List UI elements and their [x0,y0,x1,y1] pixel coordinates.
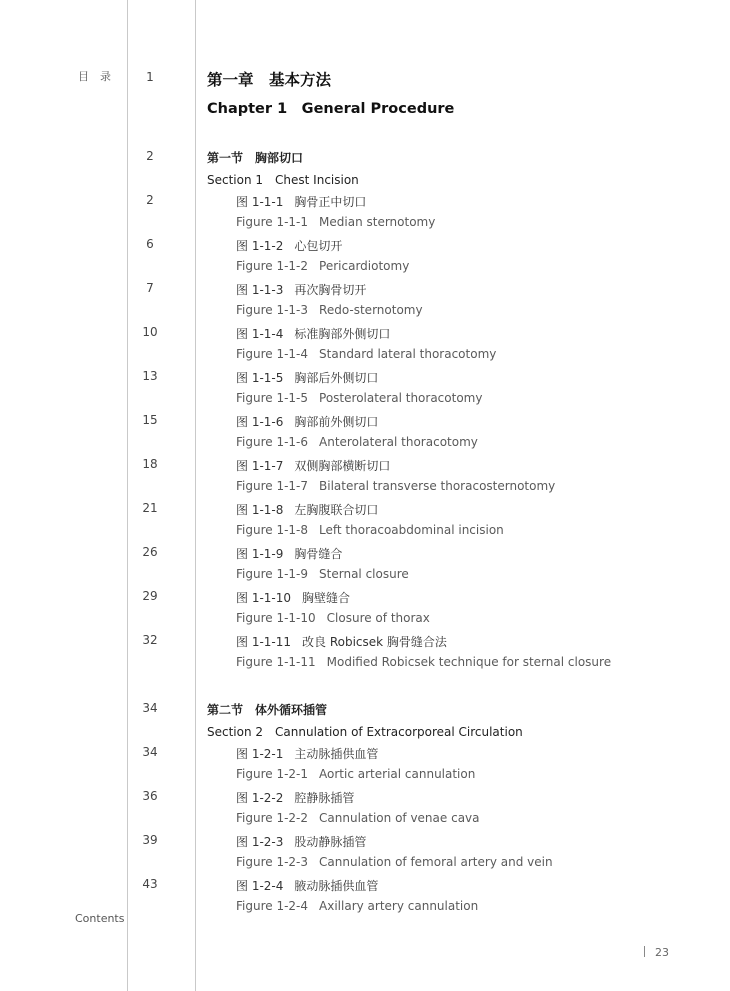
figure-title-cn [236,457,390,474]
figure-title-cn [236,633,447,650]
figure-page-number: 34 [142,745,158,759]
figure-caption-en: Aortic arterial cannulation [319,767,476,781]
figure-title-cn [236,193,366,210]
figure-label-en: Figure 1-1-8 [236,523,309,537]
figure-row-en[interactable] [0,479,730,499]
figure-label-cn: 图 1-2-4 [236,879,284,893]
figure-row-en[interactable] [0,611,730,631]
figure-caption-cn: 主动脉插供血管 [294,747,379,761]
figure-label-en: Figure 1-1-5 [236,391,309,405]
section-page-number: 34 [142,701,158,715]
figure-row-en[interactable] [0,259,730,279]
figure-caption-cn: 心包切开 [294,239,343,253]
figure-title-cn [236,501,378,518]
figure-row-cn[interactable] [0,369,730,389]
sidebar-label-toc: 目 录 [78,70,111,83]
chapter-row-en[interactable] [0,97,730,117]
figure-caption-en: Standard lateral thoracotomy [319,347,497,361]
figure-page-number: 43 [142,877,158,891]
figure-caption-en: Bilateral transverse thoracosternotomy [319,479,556,493]
figure-row-en[interactable] [0,347,730,367]
section-title-cn: 第二节 体外循环插管 [207,703,328,717]
figure-label-cn: 图 1-2-3 [236,835,284,849]
figure-row-cn[interactable] [0,877,730,897]
section-title-en: Section 1 Chest Incision [207,173,359,187]
figure-page-number: 6 [146,237,154,251]
figure-row-cn[interactable] [0,745,730,765]
figure-caption-cn: 腋动脉插供血管 [294,879,379,893]
chapter-title-en: Chapter 1 General Procedure [207,101,455,117]
figure-caption-cn: 胸壁缝合 [302,591,351,605]
figure-title-en [236,435,478,449]
figure-caption-cn: 股动静脉插管 [294,835,367,849]
figure-row-en[interactable] [0,811,730,831]
section-page-number: 2 [146,149,154,163]
figure-label-cn: 图 1-1-10 [236,591,292,605]
figure-title-en [236,479,555,493]
figure-title-cn [236,789,354,806]
figure-page-number: 29 [142,589,158,603]
chapter-title-cn: 第一章 基本方法 [207,71,332,89]
figure-caption-cn: 胸骨正中切口 [294,195,367,209]
figure-row-cn[interactable] [0,237,730,257]
figure-label-en: Figure 1-2-3 [236,855,309,869]
figure-title-en [236,523,504,537]
figure-label-cn: 图 1-1-9 [236,547,284,561]
figure-title-en [236,855,553,869]
figure-caption-en: Modified Robicsek technique for sternal closure [326,655,612,669]
page-number-divider [644,946,645,957]
figure-page-number: 26 [142,545,158,559]
figure-label-en: Figure 1-1-2 [236,259,309,273]
figure-title-en [236,391,482,405]
figure-title-cn [236,413,378,430]
figure-row-en[interactable] [0,523,730,543]
figure-page-number: 36 [142,789,158,803]
footer-page-number [644,946,669,959]
figure-row-cn[interactable] [0,193,730,213]
figure-title-en [236,899,478,913]
section-row-en[interactable] [0,171,730,191]
figure-label-en: Figure 1-1-6 [236,435,309,449]
figure-label-cn: 图 1-1-6 [236,415,284,429]
figure-caption-en: Axillary artery cannulation [319,899,479,913]
figure-label-cn: 图 1-1-4 [236,327,284,341]
figure-row-cn[interactable] [0,589,730,609]
figure-row-cn[interactable] [0,501,730,521]
figure-caption-en: Redo-sternotomy [319,303,423,317]
figure-caption-cn: 标准胸部外侧切口 [294,327,391,341]
figure-label-cn: 图 1-1-1 [236,195,284,209]
figure-title-cn [236,237,342,254]
figure-page-number: 10 [142,325,158,339]
figure-label-en: Figure 1-2-1 [236,767,309,781]
figure-title-en [236,259,409,273]
figure-title-cn [236,369,378,386]
figure-caption-cn: 胸部后外侧切口 [294,371,379,385]
figure-row-cn[interactable] [0,413,730,433]
section-title-en: Section 2 Cannulation of Extracorporeal Circulation [207,725,523,739]
figure-label-cn: 图 1-1-2 [236,239,284,253]
figure-title-cn [236,545,342,562]
figure-row-cn[interactable] [0,633,730,653]
figure-caption-en: Left thoracoabdominal incision [319,523,504,537]
sidebar-label-contents: Contents [75,912,125,925]
figure-page-number: 15 [142,413,158,427]
figure-title-en [236,611,430,625]
figure-page-number: 18 [142,457,158,471]
figure-title-cn [236,281,366,298]
figure-label-cn: 图 1-1-5 [236,371,284,385]
figure-label-en: Figure 1-1-11 [236,655,316,669]
figure-label-cn: 图 1-2-1 [236,747,284,761]
figure-row-en[interactable] [0,855,730,875]
figure-caption-cn: 左胸腹联合切口 [294,503,379,517]
figure-caption-cn: 双侧胸部横断切口 [294,459,391,473]
figure-caption-cn: 胸骨缝合 [294,547,343,561]
figure-title-cn [236,745,378,762]
figure-title-en [236,347,496,361]
figure-label-en: Figure 1-1-7 [236,479,309,493]
figure-title-en [236,215,435,229]
figure-row-en[interactable] [0,435,730,455]
figure-label-en: Figure 1-1-10 [236,611,316,625]
figure-label-cn: 图 1-2-2 [236,791,284,805]
figure-row-cn[interactable] [0,833,730,853]
figure-title-en [236,567,409,581]
figure-caption-en: Cannulation of femoral artery and vein [319,855,553,869]
figure-title-en [236,811,480,825]
figure-caption-en: Posterolateral thoracotomy [319,391,483,405]
figure-page-number: 7 [146,281,154,295]
figure-row-en[interactable] [0,655,730,675]
figure-row-cn[interactable] [0,789,730,809]
figure-caption-cn: 腔静脉插管 [294,791,355,805]
figure-page-number: 21 [142,501,158,515]
figure-caption-en: Median sternotomy [319,215,436,229]
figure-caption-cn: 改良 Robicsek 胸骨缝合法 [302,635,447,649]
section-title-cn: 第一节 胸部切口 [207,151,304,165]
figure-label-en: Figure 1-1-3 [236,303,309,317]
figure-label-cn: 图 1-1-7 [236,459,284,473]
figure-title-en [236,303,423,317]
figure-caption-en: Closure of thorax [326,611,430,625]
figure-label-en: Figure 1-1-1 [236,215,309,229]
figure-row-en[interactable] [0,567,730,587]
section-row[interactable] [0,701,730,721]
figure-row-cn[interactable] [0,545,730,565]
chapter-row[interactable] [0,68,730,88]
figure-title-en [236,767,475,781]
figure-caption-cn: 再次胸骨切开 [294,283,367,297]
figure-row-cn[interactable] [0,281,730,301]
page-number-value: 23 [655,946,669,959]
figure-row-en[interactable] [0,767,730,787]
figure-label-cn: 图 1-1-8 [236,503,284,517]
figure-row-en[interactable] [0,215,730,235]
figure-title-cn [236,325,390,342]
figure-title-cn [236,833,366,850]
figure-label-en: Figure 1-1-4 [236,347,309,361]
section-row[interactable] [0,149,730,169]
figure-row-cn[interactable] [0,325,730,345]
figure-page-number: 32 [142,633,158,647]
figure-title-cn [236,589,350,606]
figure-page-number: 13 [142,369,158,383]
figure-title-cn [236,877,378,894]
figure-label-en: Figure 1-2-4 [236,899,309,913]
section-row-en[interactable] [0,723,730,743]
figure-label-en: Figure 1-2-2 [236,811,309,825]
figure-page-number: 2 [146,193,154,207]
figure-row-en[interactable] [0,391,730,411]
figure-caption-en: Pericardiotomy [319,259,410,273]
figure-caption-cn: 胸部前外侧切口 [294,415,379,429]
figure-caption-en: Cannulation of venae cava [319,811,480,825]
figure-row-en[interactable] [0,899,730,919]
figure-label-cn: 图 1-1-3 [236,283,284,297]
figure-label-en: Figure 1-1-9 [236,567,309,581]
figure-caption-en: Sternal closure [319,567,409,581]
figure-label-cn: 图 1-1-11 [236,635,292,649]
chapter-page-number: 1 [146,70,154,84]
figure-title-en [236,655,611,669]
figure-row-en[interactable] [0,303,730,323]
figure-caption-en: Anterolateral thoracotomy [319,435,478,449]
figure-page-number: 39 [142,833,158,847]
figure-row-cn[interactable] [0,457,730,477]
